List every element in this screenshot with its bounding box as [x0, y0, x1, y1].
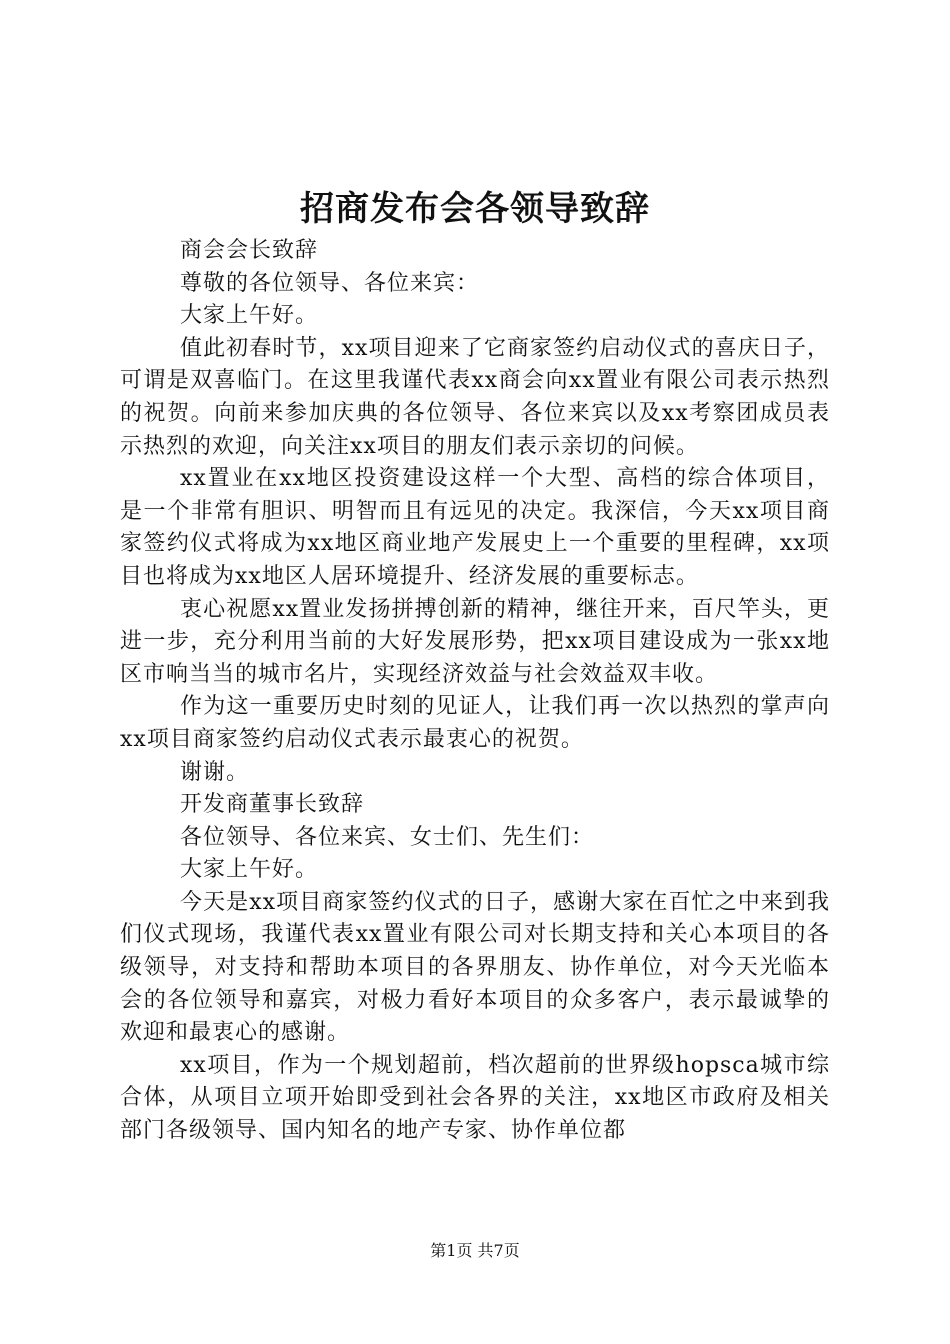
paragraph: 值此初春时节，xx项目迎来了它商家签约启动仪式的喜庆日子，可谓是双喜临门。在这里我谨代表xx商会向xx置业有限公司表示热烈的祝贺。向前来参加庆典的各位领导、各位来宾以及xx考察团成员表示热烈的欢迎，向关注xx项目的朋友们表示亲切的问候。 — [120, 335, 830, 459]
paragraph: 衷心祝愿xx置业发扬拼搏创新的精神，继往开来，百尺竿头，更进一步，充分利用当前的大好发展形势，把xx项目建设成为一张xx地区市响当当的城市名片，实现经济效益与社会效益双丰收。 — [120, 596, 830, 687]
document-body — [120, 235, 830, 1148]
page-number: 第1页 共7页 — [430, 1241, 520, 1260]
paragraph: 作为这一重要历史时刻的见证人，让我们再一次以热烈的掌声向xx项目商家签约启动仪式表示最衷心的祝贺。 — [120, 694, 830, 752]
paragraph: xx置业在xx地区投资建设这样一个大型、高档的综合体项目，是一个非常有胆识、明智而且有远见的决定。我深信，今天xx项目商家签约仪式将成为xx地区商业地产发展史上一个重要的里程碑，xx项目也将成为xx地区人居环境提升、经济发展的重要标志。 — [120, 466, 830, 589]
paragraph: 大家上午好。 — [180, 857, 319, 883]
paragraph: 大家上午好。 — [180, 303, 319, 329]
paragraph: xx项目，作为一个规划超前，档次超前的世界级hopsca城市综合体，从项目立项开始即受到社会各界的关注，xx地区市政府及相关部门各级领导、国内知名的地产专家、协作单位都 — [120, 1052, 830, 1144]
document-title: 招商发布会各领导致辞 — [300, 189, 650, 229]
paragraph: 尊敬的各位领导、各位来宾： — [180, 270, 480, 296]
paragraph: 谢谢。 — [180, 759, 250, 785]
paragraph: 开发商董事长致辞 — [180, 792, 365, 818]
paragraph: 各位领导、各位来宾、女士们、先生们： — [180, 824, 595, 850]
paragraph: 商会会长致辞 — [180, 238, 319, 263]
paragraph: 今天是xx项目商家签约仪式的日子，感谢大家在百忙之中来到我们仪式现场，我谨代表xx置业有限公司对长期支持和关心本项目的各级领导，对支持和帮助本项目的各界朋友、协作单位，对今天光临本会的各位领导和嘉宾，对极力看好本项目的众多客户，表示最诚挚的欢迎和最衷心的感谢。 — [120, 889, 830, 1046]
